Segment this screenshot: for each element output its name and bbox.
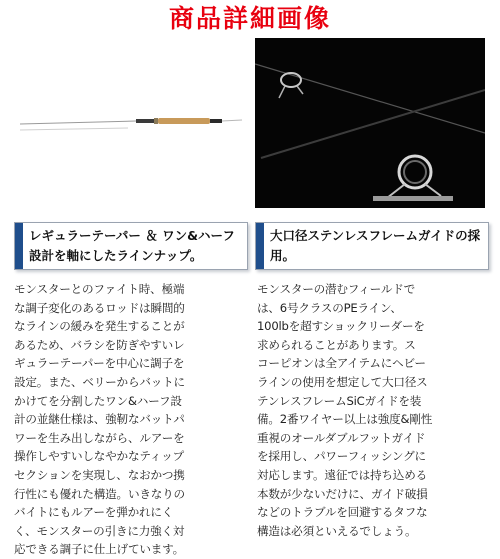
left-description: モンスターとのファイト時、極端 な調子変化のあるロッドは瞬間的 なラインの緩みを発生することが あるため、バラシを防ぎやすいレ ギュラーテーパーを中心に調子を 設定。また、ベリーからバットに かけてを分割したワン&ハーフ設 計の並継仕様は、強靭なバットパ ワーを生み出しながら、ルアーを 操作しやすいしなやかなティップ セクションを実現し、なおかつ携 行性にも優れた構造。いきなりの バイトにもルアーを弾かれにく く、モンスターの引きに力強く対 応できる調子に仕上げています。 bbox=[14, 282, 185, 557]
right-description: モンスターの潜むフィールドで は、6号クラスのPEライン、 100lbを超すショックリーダーを 求められることがあります。ス コーピオンは全アイテムにヘビー ラインの使用を想定して大口径ス テンレスフレームSiCガイドを装 備。2番ワイヤー以上は強度&剛性 重視のオールダブルフットガイド を採用し、パワーフィッシングに 対応します。遠征では持ち込める 本数が少ないだけに、ガイド破損 などのトラブルを回避するタフな 構造は必須といえるでしょう。 bbox=[257, 282, 433, 538]
rod-grip-illustration bbox=[16, 38, 246, 208]
cork-grip bbox=[158, 118, 210, 124]
butt-cap bbox=[210, 119, 222, 123]
left-heading: レギュラーテーパー ＆ ワン&ハーフ設計を軸にしたラインナップ。 bbox=[29, 228, 235, 263]
rod-grip-photo bbox=[16, 38, 246, 208]
winding-check bbox=[154, 118, 158, 124]
guide-illustration bbox=[255, 38, 485, 208]
page-title: 商品詳細画像 bbox=[168, 4, 331, 33]
guide-photo bbox=[255, 38, 485, 208]
left-heading-accent bbox=[15, 223, 23, 269]
left-heading-box bbox=[14, 222, 248, 270]
right-heading-accent bbox=[256, 223, 264, 269]
right-heading: 大口径ステンレスフレームガイドの採用。 bbox=[270, 228, 481, 263]
right-heading-box bbox=[255, 222, 489, 270]
reel-seat bbox=[136, 119, 154, 123]
